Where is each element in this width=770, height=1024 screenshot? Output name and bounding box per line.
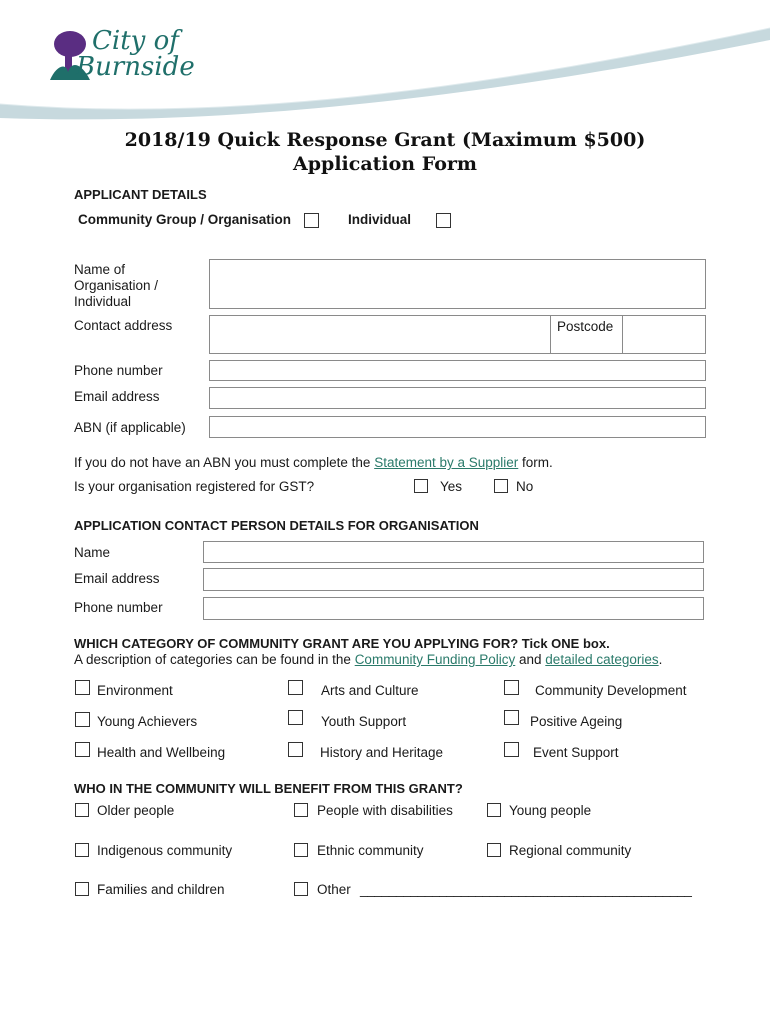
type-group-checkbox[interactable] [304, 213, 319, 228]
type-group-label: Community Group / Organisation [78, 212, 292, 227]
category-label: Event Support [533, 745, 619, 760]
beneficiary-checkbox[interactable] [294, 882, 308, 896]
email-field[interactable] [209, 387, 706, 409]
postcode-field[interactable] [622, 315, 706, 354]
category-description [74, 652, 662, 668]
contact-name-label: Name [74, 545, 111, 560]
category-desc-text: A description of categories can be found in the [74, 652, 355, 667]
beneficiary-checkbox[interactable] [487, 843, 501, 857]
contact-email-field[interactable] [203, 568, 704, 591]
category-label: Youth Support [321, 714, 407, 729]
gst-yes-checkbox[interactable] [414, 479, 428, 493]
beneficiary-label: People with disabilities [317, 803, 453, 818]
postcode-label: Postcode [557, 319, 614, 334]
type-individual-checkbox[interactable] [436, 213, 451, 228]
category-label: Community Development [535, 683, 687, 698]
applicant-heading: APPLICANT DETAILS [74, 187, 207, 202]
abn-note-end: form. [518, 455, 553, 470]
contact-person-heading: APPLICATION CONTACT PERSON DETAILS FOR ORGANISATION [74, 518, 479, 533]
gst-yes-label: Yes [440, 479, 463, 494]
abn-field[interactable] [209, 416, 706, 438]
contact-address-label: Contact address [74, 318, 173, 333]
beneficiary-label: Regional community [509, 843, 632, 858]
contact-email-label: Email address [74, 571, 160, 586]
beneficiary-label: Indigenous community [97, 843, 233, 858]
beneficiary-checkbox[interactable] [75, 843, 89, 857]
postcode-label-cell [550, 315, 623, 354]
gst-no-checkbox[interactable] [494, 479, 508, 493]
community-funding-policy-link[interactable]: Community Funding Policy [354, 652, 516, 667]
category-checkbox[interactable] [75, 680, 90, 695]
form-title-line1: 2018/19 Quick Response Grant (Maximum $500) [124, 129, 646, 151]
beneficiary-checkbox[interactable] [294, 843, 308, 857]
logo-line2: Burnside [76, 52, 195, 82]
city-logo [46, 26, 216, 86]
name-field[interactable] [209, 259, 706, 309]
email-label: Email address [74, 389, 160, 404]
category-label: Environment [97, 683, 173, 698]
category-checkbox[interactable] [288, 680, 303, 695]
category-checkbox[interactable] [504, 710, 519, 725]
abn-note-text: If you do not have an ABN you must complete the [74, 455, 375, 470]
category-checkbox[interactable] [288, 710, 303, 725]
beneficiary-label: Ethnic community [317, 843, 424, 858]
beneficiary-label: Families and children [97, 882, 225, 897]
category-desc-mid: and [515, 652, 546, 667]
category-label: Arts and Culture [321, 683, 419, 698]
other-line-field[interactable]: ______________________________________________ [360, 882, 692, 897]
gst-question: Is your organisation registered for GST? [74, 479, 315, 494]
contact-phone-field[interactable] [203, 597, 704, 620]
category-label: Positive Ageing [530, 714, 623, 729]
beneficiary-checkbox[interactable] [75, 882, 89, 896]
category-heading: WHICH CATEGORY OF COMMUNITY GRANT ARE YOU APPLYING FOR? Tick ONE box. [74, 636, 610, 651]
category-label: Young Achievers [97, 714, 198, 729]
category-checkbox[interactable] [288, 742, 303, 757]
abn-note [74, 455, 553, 471]
category-checkbox[interactable] [75, 742, 90, 757]
beneficiary-label: Young people [509, 803, 592, 818]
type-individual-label: Individual [348, 212, 412, 227]
category-checkbox[interactable] [504, 742, 519, 757]
category-label: History and Heritage [320, 745, 444, 760]
beneficiary-checkbox[interactable] [75, 803, 89, 817]
abn-label: ABN (if applicable) [74, 420, 186, 435]
category-label: Health and Wellbeing [97, 745, 226, 760]
gst-no-label: No [516, 479, 534, 494]
name-label: Name of Organisation / Individual [74, 262, 159, 309]
contact-address-field[interactable] [209, 315, 551, 354]
beneficiary-label: Other [317, 882, 351, 897]
form-title-line2: Application Form [293, 153, 477, 175]
detailed-categories-link[interactable]: detailed categories [545, 652, 659, 667]
beneficiaries-heading: WHO IN THE COMMUNITY WILL BENEFIT FROM THIS GRANT? [74, 781, 463, 796]
beneficiary-label: Older people [97, 803, 175, 818]
contact-phone-label: Phone number [74, 600, 163, 615]
category-checkbox[interactable] [504, 680, 519, 695]
statement-by-supplier-link[interactable]: Statement by a Supplier [374, 455, 519, 470]
logo-line1: City of [92, 26, 179, 56]
phone-field[interactable] [209, 360, 706, 381]
beneficiary-checkbox[interactable] [487, 803, 501, 817]
phone-label: Phone number [74, 363, 163, 378]
contact-name-field[interactable] [203, 541, 704, 563]
category-desc-end: . [658, 652, 663, 667]
beneficiary-checkbox[interactable] [294, 803, 308, 817]
category-checkbox[interactable] [75, 712, 90, 727]
